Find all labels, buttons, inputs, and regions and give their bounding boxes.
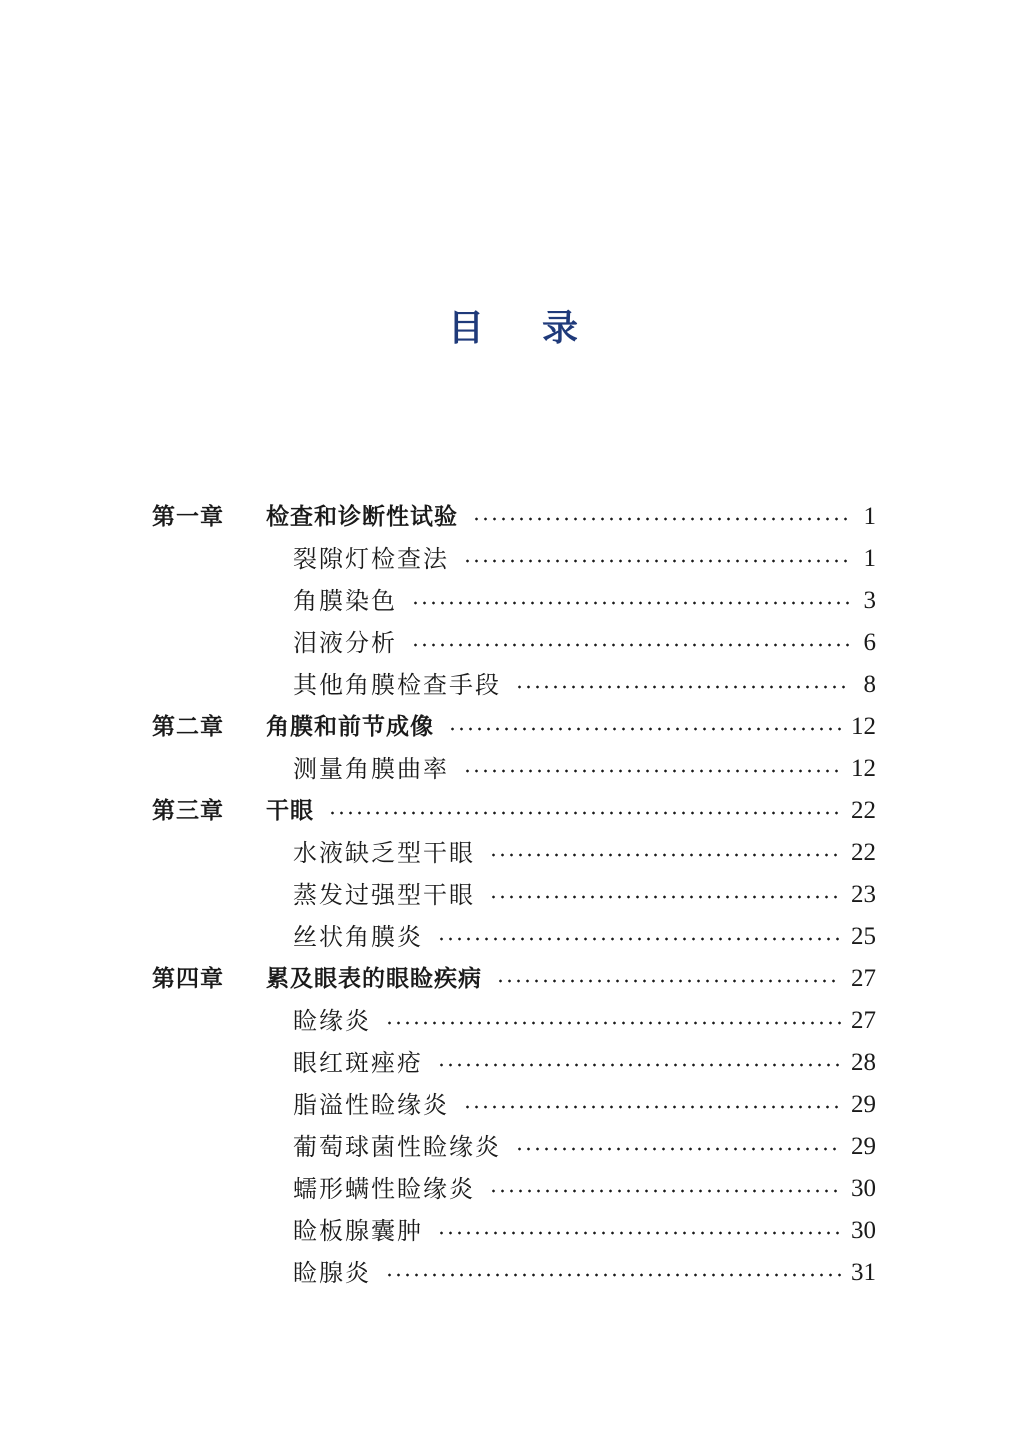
title-char-2: 录 — [542, 308, 581, 349]
toc-section-row[interactable] — [152, 664, 876, 706]
chapter-label: 第四章 — [152, 966, 224, 992]
page-number: 31 — [851, 1259, 876, 1286]
page-number: 12 — [851, 755, 876, 782]
toc-section-row[interactable] — [152, 580, 876, 622]
toc-entry-title: 睑缘炎 — [293, 1007, 371, 1035]
toc-section-row[interactable] — [152, 1210, 876, 1252]
toc-section-row[interactable] — [152, 748, 876, 790]
toc-entry-title: 睑腺炎 — [293, 1259, 371, 1287]
toc-entry-title: 其他角膜检查手段 — [293, 671, 501, 699]
dot-leader — [328, 811, 841, 815]
toc-entry-title: 脂溢性睑缘炎 — [293, 1091, 449, 1119]
page-number: 29 — [851, 1091, 876, 1118]
toc-section-row[interactable] — [152, 622, 876, 664]
chapter-label: 第三章 — [152, 798, 224, 824]
dot-leader — [448, 727, 841, 731]
toc-chapter-row[interactable] — [152, 958, 876, 1000]
toc-section-row[interactable] — [152, 1126, 876, 1168]
page-number: 6 — [863, 629, 876, 656]
toc-entry-title: 蠕形螨性睑缘炎 — [293, 1175, 475, 1203]
dot-leader — [489, 853, 841, 857]
toc-entry-title: 干眼 — [266, 798, 314, 824]
dot-leader — [437, 1231, 841, 1235]
dot-leader — [463, 769, 841, 773]
toc-entry-title: 丝状角膜炎 — [293, 923, 423, 951]
page-number: 8 — [863, 671, 876, 698]
dot-leader — [463, 559, 850, 563]
page-number: 1 — [863, 545, 876, 572]
toc-section-row[interactable] — [152, 1252, 876, 1294]
toc-section-row[interactable] — [152, 1042, 876, 1084]
toc-entry-title: 蒸发过强型干眼 — [293, 881, 475, 909]
toc-entry-title: 葡萄球菌性睑缘炎 — [293, 1133, 501, 1161]
title-char-1: 目 — [447, 308, 486, 349]
dot-leader — [437, 937, 841, 941]
toc-section-row[interactable] — [152, 832, 876, 874]
toc-entry-title: 角膜染色 — [293, 587, 397, 615]
toc-entry-title: 泪液分析 — [293, 629, 397, 657]
dot-leader — [385, 1021, 841, 1025]
toc-entry-title: 检查和诊断性试验 — [266, 504, 458, 530]
dot-leader — [411, 601, 850, 605]
page-number: 27 — [851, 1007, 876, 1034]
dot-leader — [496, 979, 841, 983]
dot-leader — [472, 517, 850, 521]
page-number: 1 — [863, 503, 876, 530]
page-number: 22 — [851, 839, 876, 866]
toc-entry-title: 水液缺乏型干眼 — [293, 839, 475, 867]
toc-section-row[interactable] — [152, 1084, 876, 1126]
toc-entry-title: 角膜和前节成像 — [266, 714, 434, 740]
dot-leader — [411, 643, 850, 647]
toc-entry-title: 裂隙灯检查法 — [293, 545, 449, 573]
page-number: 25 — [851, 923, 876, 950]
page-number: 12 — [851, 713, 876, 740]
dot-leader — [515, 1147, 841, 1151]
toc-section-row[interactable] — [152, 916, 876, 958]
toc-section-row[interactable] — [152, 1168, 876, 1210]
page-number: 27 — [851, 965, 876, 992]
page-number: 30 — [851, 1217, 876, 1244]
page-number: 30 — [851, 1175, 876, 1202]
toc-section-row[interactable] — [152, 1000, 876, 1042]
page-title — [0, 300, 1028, 351]
dot-leader — [489, 895, 841, 899]
chapter-label: 第一章 — [152, 504, 224, 530]
page-number: 23 — [851, 881, 876, 908]
toc-entry-title: 累及眼表的眼睑疾病 — [266, 966, 482, 992]
toc-section-row[interactable] — [152, 538, 876, 580]
page-number: 29 — [851, 1133, 876, 1160]
toc-entry-title: 眼红斑痤疮 — [293, 1049, 423, 1077]
table-of-contents — [152, 496, 876, 1294]
dot-leader — [463, 1105, 841, 1109]
toc-entry-title: 测量角膜曲率 — [293, 755, 449, 783]
dot-leader — [437, 1063, 841, 1067]
toc-chapter-row[interactable] — [152, 496, 876, 538]
page-number: 28 — [851, 1049, 876, 1076]
dot-leader — [489, 1189, 841, 1193]
toc-section-row[interactable] — [152, 874, 876, 916]
chapter-label: 第二章 — [152, 714, 224, 740]
dot-leader — [385, 1273, 841, 1277]
toc-chapter-row[interactable] — [152, 706, 876, 748]
toc-chapter-row[interactable] — [152, 790, 876, 832]
dot-leader — [515, 685, 850, 689]
page-number: 3 — [863, 587, 876, 614]
toc-entry-title: 睑板腺囊肿 — [293, 1217, 423, 1245]
page-number: 22 — [851, 797, 876, 824]
